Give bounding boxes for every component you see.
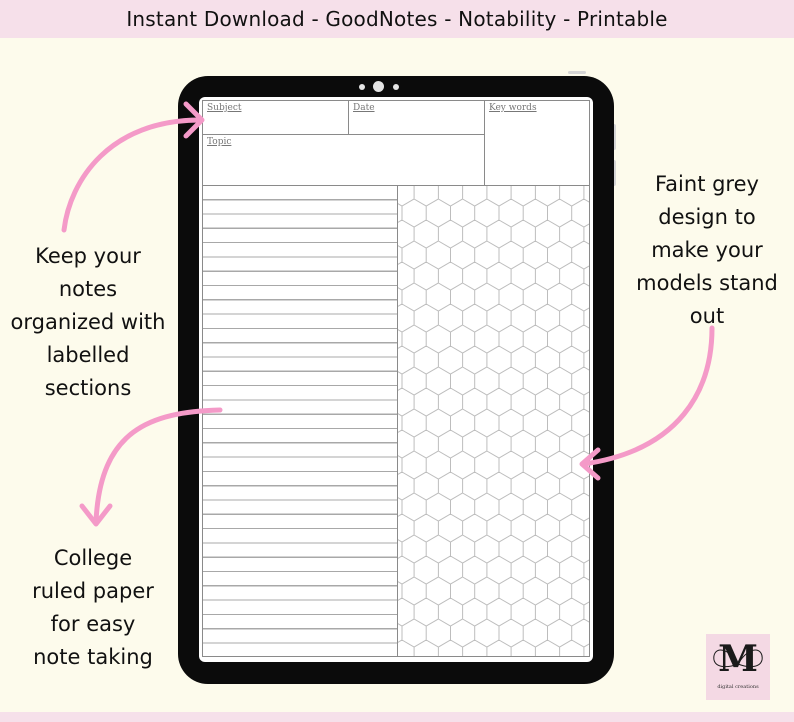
bottom-banner: [0, 712, 794, 722]
arrow-to-header-icon: [64, 120, 200, 230]
logo-tagline: digital creations: [717, 684, 759, 690]
callout-line: for easy: [50, 612, 136, 636]
callout-line: notes: [58, 277, 118, 301]
callout-line: Faint grey: [655, 172, 759, 196]
callout-line: ruled paper: [32, 579, 154, 603]
brand-logo: [706, 634, 770, 700]
callout-line: out: [689, 304, 725, 328]
callout-line: sections: [44, 376, 132, 400]
arrow-to-grid-icon: [584, 328, 712, 464]
callout-line: models stand: [636, 271, 778, 295]
callout-line: design to: [658, 205, 756, 229]
callout-line: Keep your: [35, 244, 141, 268]
callout-line: College: [53, 546, 133, 570]
callout-line: labelled: [46, 343, 130, 367]
topic-label: Topic: [207, 137, 232, 147]
banner-text: Instant Download - GoodNotes - Notability - Printable: [126, 7, 668, 31]
keywords-label: Key words: [489, 103, 537, 113]
callout-line: make your: [651, 238, 763, 262]
callout-line: note taking: [33, 645, 153, 669]
subject-label: Subject: [207, 103, 242, 113]
callout-line: organized with: [10, 310, 166, 334]
logo-letter: M: [718, 638, 758, 680]
arrow-to-lines-icon: [96, 410, 220, 522]
date-label: Date: [353, 103, 375, 113]
